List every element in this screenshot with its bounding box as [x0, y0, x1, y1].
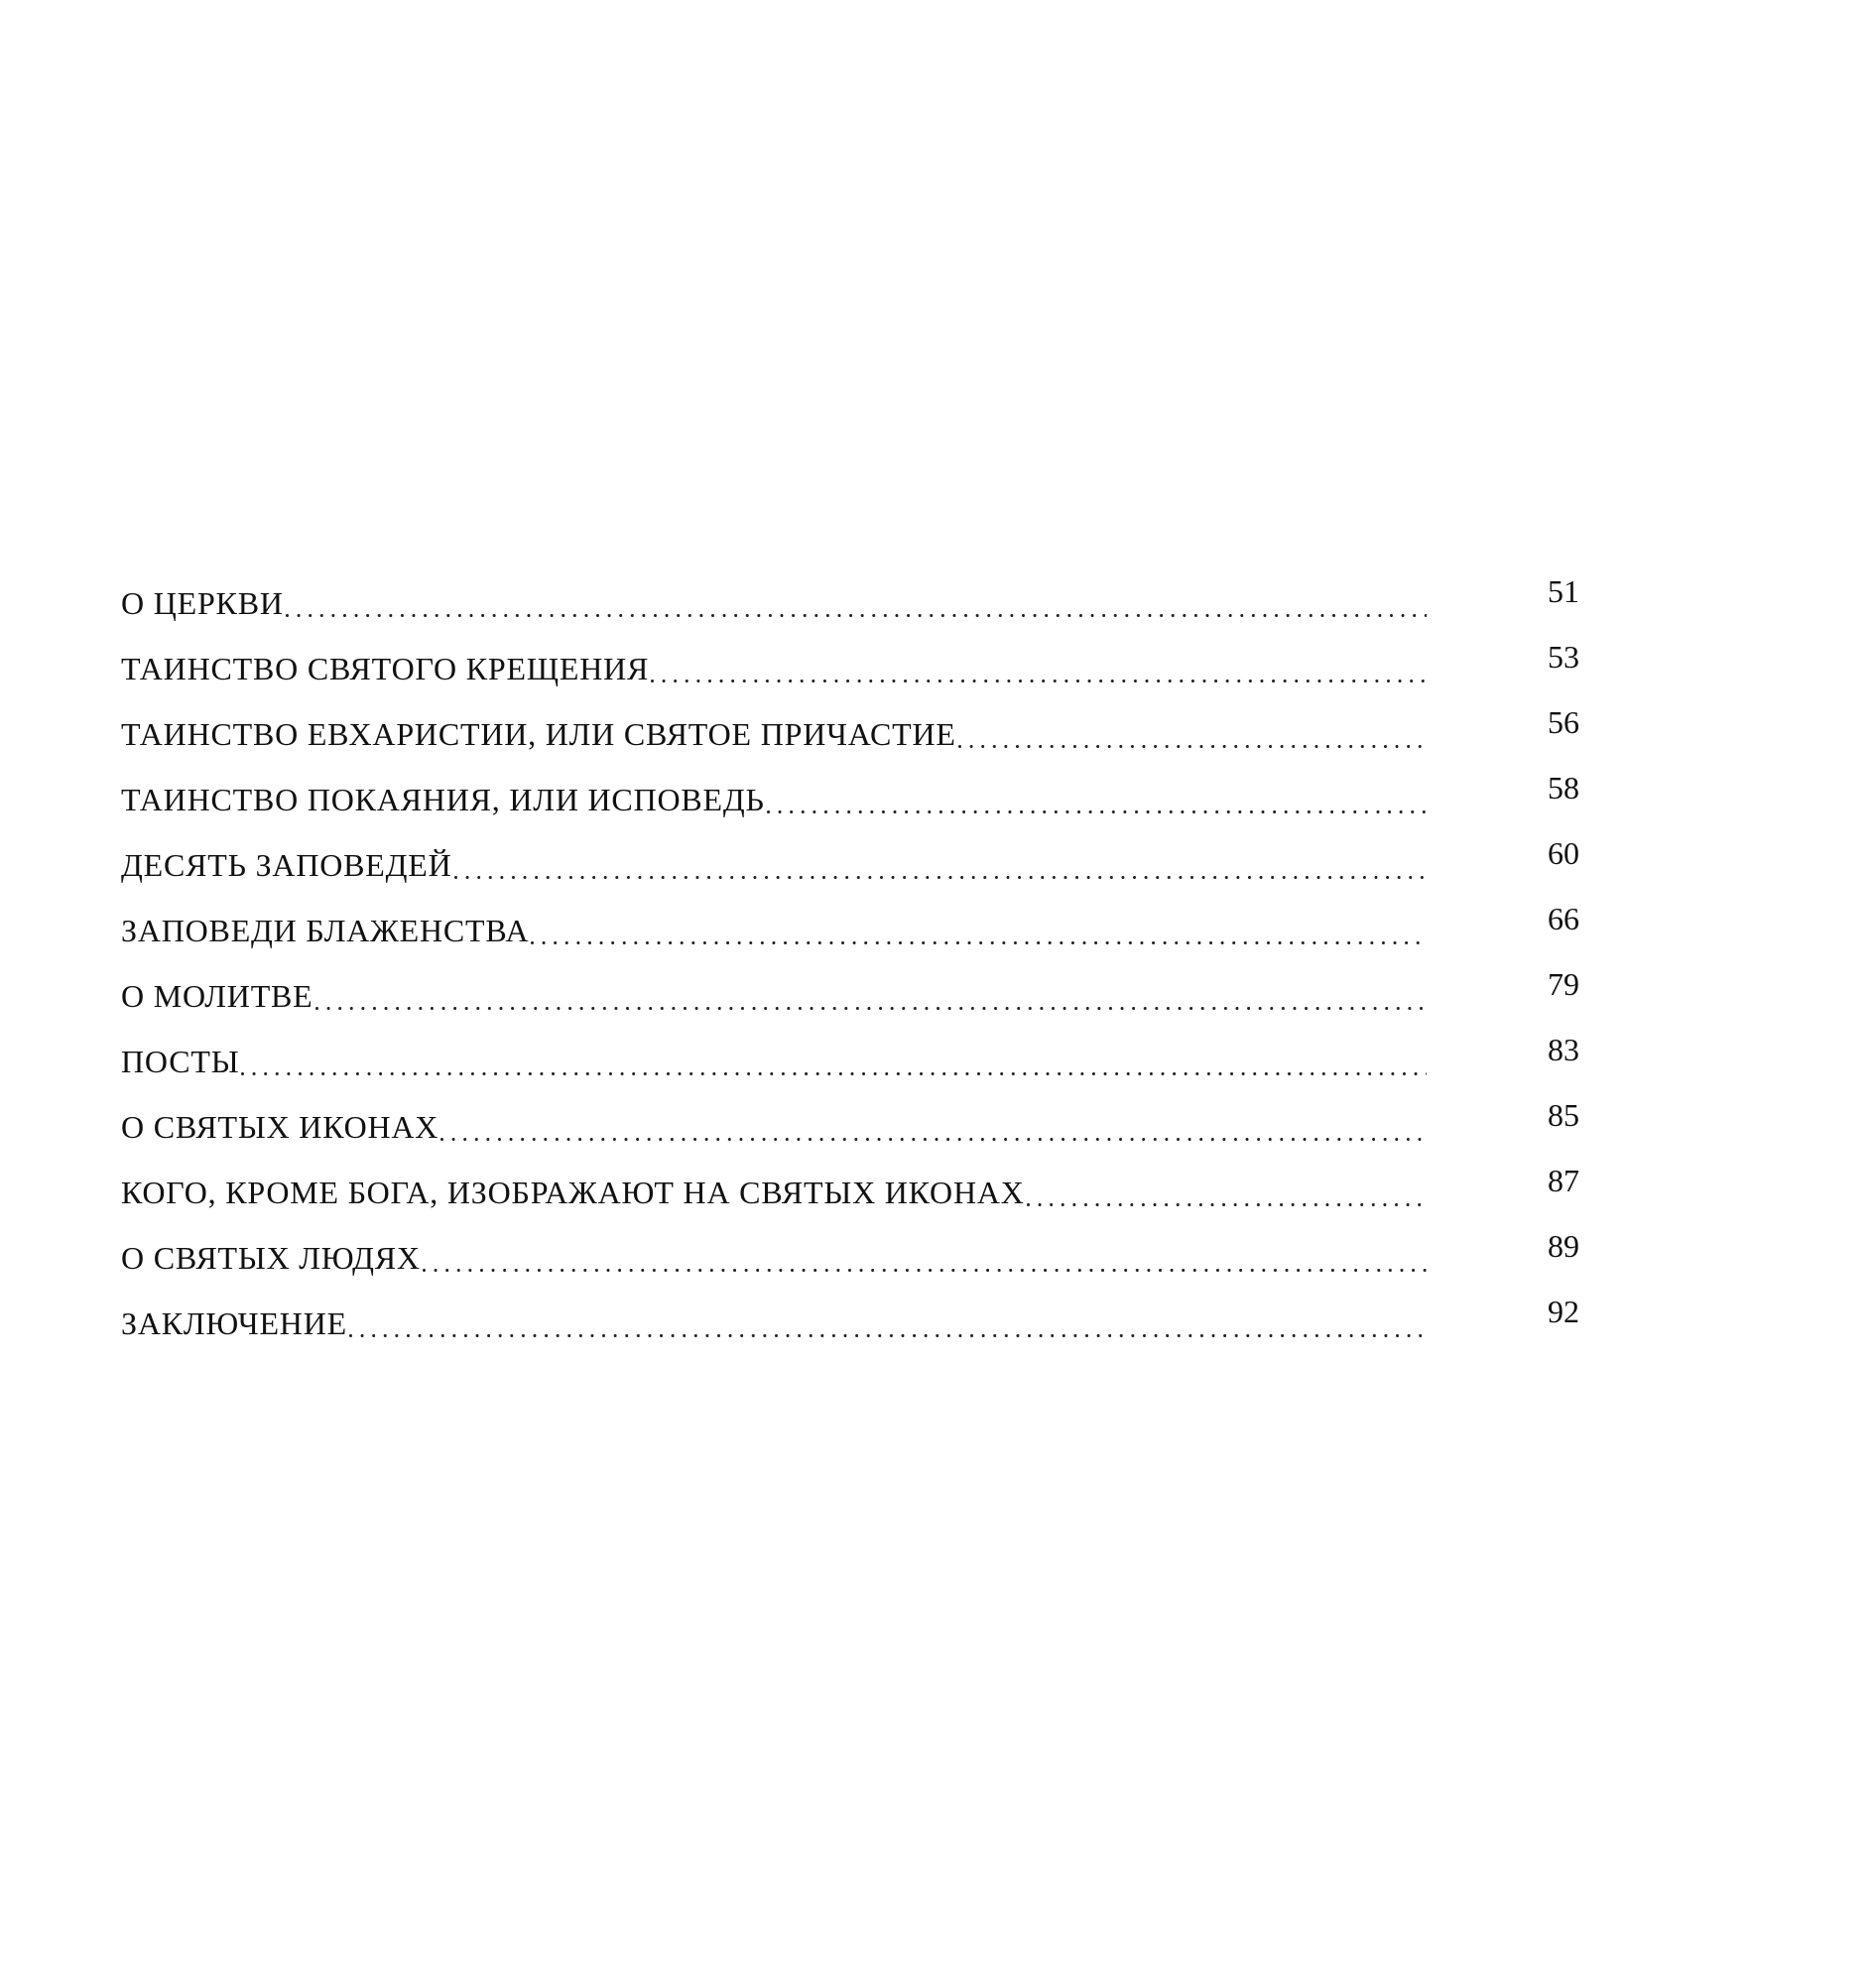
- toc-entry-page-number: 83: [1548, 1032, 1579, 1067]
- toc-entry-title: ПОСТЫ: [121, 1031, 241, 1092]
- toc-entry-page-number: 58: [1548, 770, 1579, 806]
- toc-dot-leader: [651, 638, 1427, 699]
- toc-entry-title: О МОЛИТВЕ: [121, 965, 315, 1027]
- toc-entry[interactable]: [121, 769, 1579, 834]
- toc-dot-leader: [241, 1031, 1427, 1092]
- toc-entry-page-number: 56: [1548, 704, 1579, 740]
- toc-dot-leader: [531, 900, 1427, 961]
- toc-entry-page-number: 60: [1548, 835, 1579, 871]
- toc-entry-title: О СВЯТЫХ ЛЮДЯХ: [121, 1227, 423, 1289]
- toc-entry[interactable]: [121, 1096, 1579, 1162]
- toc-entry[interactable]: [121, 900, 1579, 965]
- toc-dot-leader: [767, 769, 1427, 830]
- toc-entry-title: ЗАКЛЮЧЕНИЕ: [121, 1293, 349, 1354]
- toc-entry-title: ТАИНСТВО ПОКАЯНИЯ, ИЛИ ИСПОВЕДЬ: [121, 769, 767, 830]
- toc-entry-title: О ЦЕРКВИ: [121, 572, 286, 634]
- toc-dot-leader: [454, 834, 1427, 896]
- toc-dot-leader: [349, 1293, 1427, 1354]
- toc-dot-leader: [423, 1227, 1427, 1289]
- toc-entry-page-number: 87: [1548, 1163, 1579, 1198]
- toc-entry[interactable]: [121, 834, 1579, 900]
- toc-entry[interactable]: [121, 703, 1579, 769]
- toc-entry-title: КОГО, КРОМЕ БОГА, ИЗОБРАЖАЮТ НА СВЯТЫХ ИКОНАХ: [121, 1162, 1027, 1223]
- toc-entry-page-number: 66: [1548, 901, 1579, 936]
- toc-entry-page-number: 79: [1548, 966, 1579, 1002]
- toc-entry[interactable]: [121, 1293, 1579, 1358]
- toc-entry-title: ТАИНСТВО ЕВХАРИСТИИ, ИЛИ СВЯТОЕ ПРИЧАСТИЕ: [121, 703, 958, 765]
- toc-dot-leader: [1027, 1162, 1427, 1223]
- toc-entry[interactable]: [121, 638, 1579, 703]
- table-of-contents: [121, 572, 1579, 1358]
- toc-dot-leader: [315, 965, 1427, 1027]
- toc-entry-page-number: 89: [1548, 1228, 1579, 1264]
- toc-entry-page-number: 85: [1548, 1097, 1579, 1133]
- toc-entry-title: О СВЯТЫХ ИКОНАХ: [121, 1096, 440, 1158]
- toc-entry[interactable]: [121, 572, 1579, 638]
- toc-dot-leader: [958, 703, 1427, 765]
- toc-entry[interactable]: [121, 1031, 1579, 1096]
- toc-entry[interactable]: [121, 1162, 1579, 1227]
- toc-dot-leader: [286, 572, 1427, 634]
- toc-entry-page-number: 51: [1548, 573, 1579, 609]
- toc-entry-page-number: 53: [1548, 639, 1579, 675]
- toc-dot-leader: [440, 1096, 1427, 1158]
- toc-entry-title: ТАИНСТВО СВЯТОГО КРЕЩЕНИЯ: [121, 638, 651, 699]
- toc-entry[interactable]: [121, 965, 1579, 1031]
- toc-entry-title: ДЕСЯТЬ ЗАПОВЕДЕЙ: [121, 834, 454, 896]
- toc-entry-title: ЗАПОВЕДИ БЛАЖЕНСТВА: [121, 900, 531, 961]
- toc-entry-page-number: 92: [1548, 1294, 1579, 1329]
- toc-entry[interactable]: [121, 1227, 1579, 1293]
